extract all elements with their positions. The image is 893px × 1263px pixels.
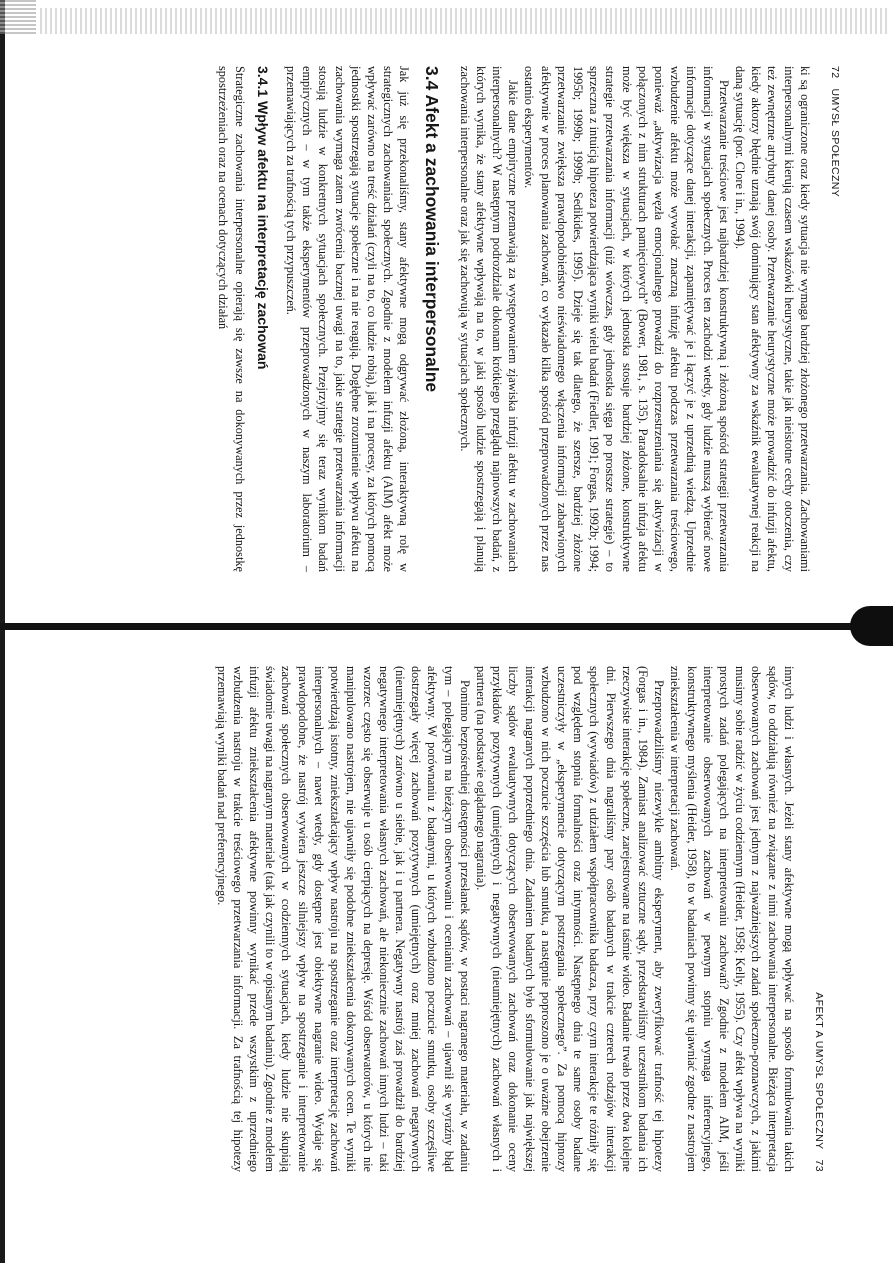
paragraph: Jakie dane empiryczne przemawiają za występowaniem zjawiska infuzji afektu w zachowaniach interpersonalnych? W następnym podrozdziale dokonam krótkiego przeglądu najnowszych badań, z których wynika, że stany afektywne wpływają na to, w jaki sposób ludzie spostrzegają i planują zachowania interpersonalne oraz jak się zachowują w sytuacjach społecznych. bbox=[457, 66, 521, 572]
paragraph: innych ludzi i własnych. Jeżeli stany afektywne mogą wpływać na sposób formułowania takich sądów, to oddziałują również na związane z nimi zachowania interpersonalne. Bieżąca interpretacja obserwowanych zachowań jest jednym z najważniejszych zadań społeczno-poznawczych, z jakimi musimy sobie radzić w życiu codziennym (Heider, 1958; Kelly, 1955). Czy afekt wpływa na wyniki prostych zadań polegających na interpretowaniu zachowań? Zgodnie z modelem AIM, jeśli interpretowanie obserwowanych zachowań w pewnym stopniu wymaga inferencyjnego, konstruktywnego myślenia (Heider, 1958), to w badaniach powinny się ujawniać zgodne z nastrojem zniekształcenia w interpretacji zachowań. bbox=[668, 666, 796, 1172]
paragraph: Przetwarzanie treściowe jest najbardziej konstruktywną i złożoną spośród strategii przetwarzania informacji w sytuacjach społecznych. Proces ten zachodzi wtedy, gdy ludzie muszą wybierać nowe informacje dotyczące danej interakcji, zapamiętywać je i łączyć je z uprzednią wiedzą. Uprzednie wzbudzenie afektu może wywołać znaczną infuzję afektu podczas przetwarzania treściowego, ponieważ „aktywizacja węzła emocjonalnego prowadzi do rozprzestrzeniania się aktywizacji w połączonych z nim strukturach pamięciowych” (Bower, 1981, s. 135). Paradoksalnie infuzja afektu może być większa w sytuacjach, w których jednostka stosuje bardziej złożone, konstruktywne strategie przetwarzania informacji (niż wówczas, gdy jednostka sięga po prostsze strategie) – to sprzeczna z intuicją hipoteza potwierdzająca wyniki wielu badań (Fiedler, 1991; Forgas, 1992b; 1994; 1995b; 1999b; 1999b; Sedikides, 1995). Dzieje się tak dlatego, że szersze, bardziej złożone przetwarzanie zwiększa prawdopodobieństwo nieświadomego włączenia informacji zabarwionych afektywnie w proces planowania zachowań, co wykazało kilka spośród przeprowadzonych przez nas ostatnio eksperymentów. bbox=[522, 66, 731, 572]
page-number-right: 73 bbox=[813, 1159, 825, 1172]
scan-artifact-corner bbox=[0, 0, 36, 34]
book-gutter bbox=[0, 623, 893, 630]
section-heading: 3.4 Afekt a zachowania interpersonalne bbox=[422, 66, 443, 393]
page-number-left: 72 bbox=[829, 66, 841, 79]
running-head-left bbox=[827, 66, 843, 572]
paragraph: ki są ograniczone oraz kiedy sytuacja nie wymaga bardziej złożonego przetwarzania. Zachowaniami interpersonalnymi kierują czasem wskazówki heurystyczne, takie jak nieistotne cechy otoczenia, czy też zewnętrzne atrybuty danej osoby. Przetwarzanie heurystyczne może prowadzić do infuzji afektu, kiedy aktorzy błędnie uznają swój dominujący stan afektywny za wskaźnik ewaluatywnej reakcji na daną sytuację (por. Clore i in., 1994). bbox=[732, 66, 812, 572]
page-left bbox=[117, 44, 853, 594]
scan-artifact-top bbox=[40, 8, 890, 34]
paragraph: Pomimo bezpośredniej dostępności przesłanek sądów, w postaci nagranego materiału, w zadaniu tym – polegającym na bieżącym obserwowaniu i ocenianiu zachowań – ujawnił się wyraźny błąd afektywny. W porównaniu z badanymi, u których wzbudzono poczucie smutku, osoby szczęśliwe dostrzegały więcej zachowań pozytywnych (umiejętnych) oraz mniej zachowań negatywnych (nieumiejętnych) zarówno u siebie, jak i u partnera. Negatywny nastrój zaś prowadził do bardziej negatywnego interpretowania własnych zachowań, ale niekoniecznie zachowań innych ludzi – taki wzorzec często się obserwuje u osób cierpiących na depresję. Wśród obserwatorów, u których nie manipulowano nastrojem, nie ujawniły się podobne zniekształcenia dokonywanych ocen. Te wyniki potwierdzają istotny, zniekształcający wpływ nastroju na spostrzeganie oraz interpretację zachowań interpersonalnych – nawet wtedy, gdy dostępne jest obiektywne nagranie wideo. Wydaje się prawdopodobne, że nastrój wywiera jeszcze silniejszy wpływ na spostrzeganie i interpretowanie zachowań społecznych obserwowanych w codziennych sytuacjach, kiedy ludzie nie skupiają świadomie uwagi na nagranym materiale (tak jak czynili to w opisanym badaniu). Zgodnie z modelem infuzji afektu zniekształcenia afektywne powinny wynikać przede wszystkim z uprzedniego wzbudzenia nastroju w trakcie treściowego przetwarzania informacji. Za trafnością tej hipotezy przemawiają wyniki badań nad preferencyjnego. bbox=[214, 666, 472, 1172]
running-head-right bbox=[811, 666, 827, 1172]
paragraph: Przeprowadziliśmy niezwykle ambitny eksperyment, aby zweryfikować trafność tej hipotezy (Forgas i in., 1984). Zamiast analizować sztuczne sądy, przedstawiliśmy uczestnikom badania ich rzeczywiste interakcje społeczne, zarejestrowane na taśmie wideo. Badanie trwało przez dwa kolejne dni. Pierwszego dnia nagraliśmy pary osób badanych w trakcie czterech rodzajów interakcji społecznych (wywiadów) z udziałem współpracownika badacza, przy czym interakcje te różniły się pod względem stopnia formalności oraz intymności. Następnego dnia te same osoby badane uczestniczyły w „eksperymencie dotyczącym postrzegania społecznego”. Za pomocą hipnozy wzbudzono w nich poczucie szczęścia lub smutku, a następnie poproszono je o uważne obejrzenie interakcji nagranych poprzedniego dnia. Zadaniem badanych było sformułowanie jak największej liczby sądów ewaluatywnych dotyczących obserwowanych zachowań oraz dokonanie oceny przykładów pozytywnych (umiejętnych) i negatywnych (nieumiejętnych) zachowań własnych i partnera (na podstawie oglądanego nagrania). bbox=[473, 666, 667, 1172]
running-head-title-left: UMYSŁ SPOŁECZNY bbox=[829, 88, 841, 198]
subsection-paragraph: Strategiczne zachowania interpersonalne opierają się zawsze na dokonywanych przez jednostkę spostrzeżeniach oraz na ocenach dotyczących działań bbox=[216, 66, 247, 572]
scan-left-edge bbox=[0, 0, 5, 1263]
section-paragraph: Jak już się przekonaliśmy, stany afektywne mogą odgrywać złożoną, interaktywną rolę w strategicznych zachowaniach społecznych. Zgodnie z modelem infuzji afektu (AIM) afekt może wpływać zarówno na treść działań (czyli na to, co ludzie robią), jak i na procesy, za których pomocą jednostki spostrzegają sytuacje społeczne i na nie reagują. Dogłębne zrozumienie wpływu afektu na zachowania wymaga zatem zwrócenia bacznej uwagi na to, jakie strategie przetwarzania informacji stosują ludzie w konkretnych sytuacjach społecznych. Przejrzyjmy się teraz wynikom badań empirycznych – w tym także eksperymentów przeprowadzonych w naszym laboratorium – przemawiających za trafnością tych przypuszczeń. bbox=[283, 66, 412, 572]
page-right bbox=[101, 644, 837, 1194]
subsection-heading: 3.4.1 Wpływ afektu na interpretację zachowań bbox=[254, 66, 271, 370]
running-head-title-right: AFEKT A UMYSŁ SPOŁECZNY bbox=[813, 992, 825, 1150]
gutter-shadow bbox=[850, 606, 893, 646]
